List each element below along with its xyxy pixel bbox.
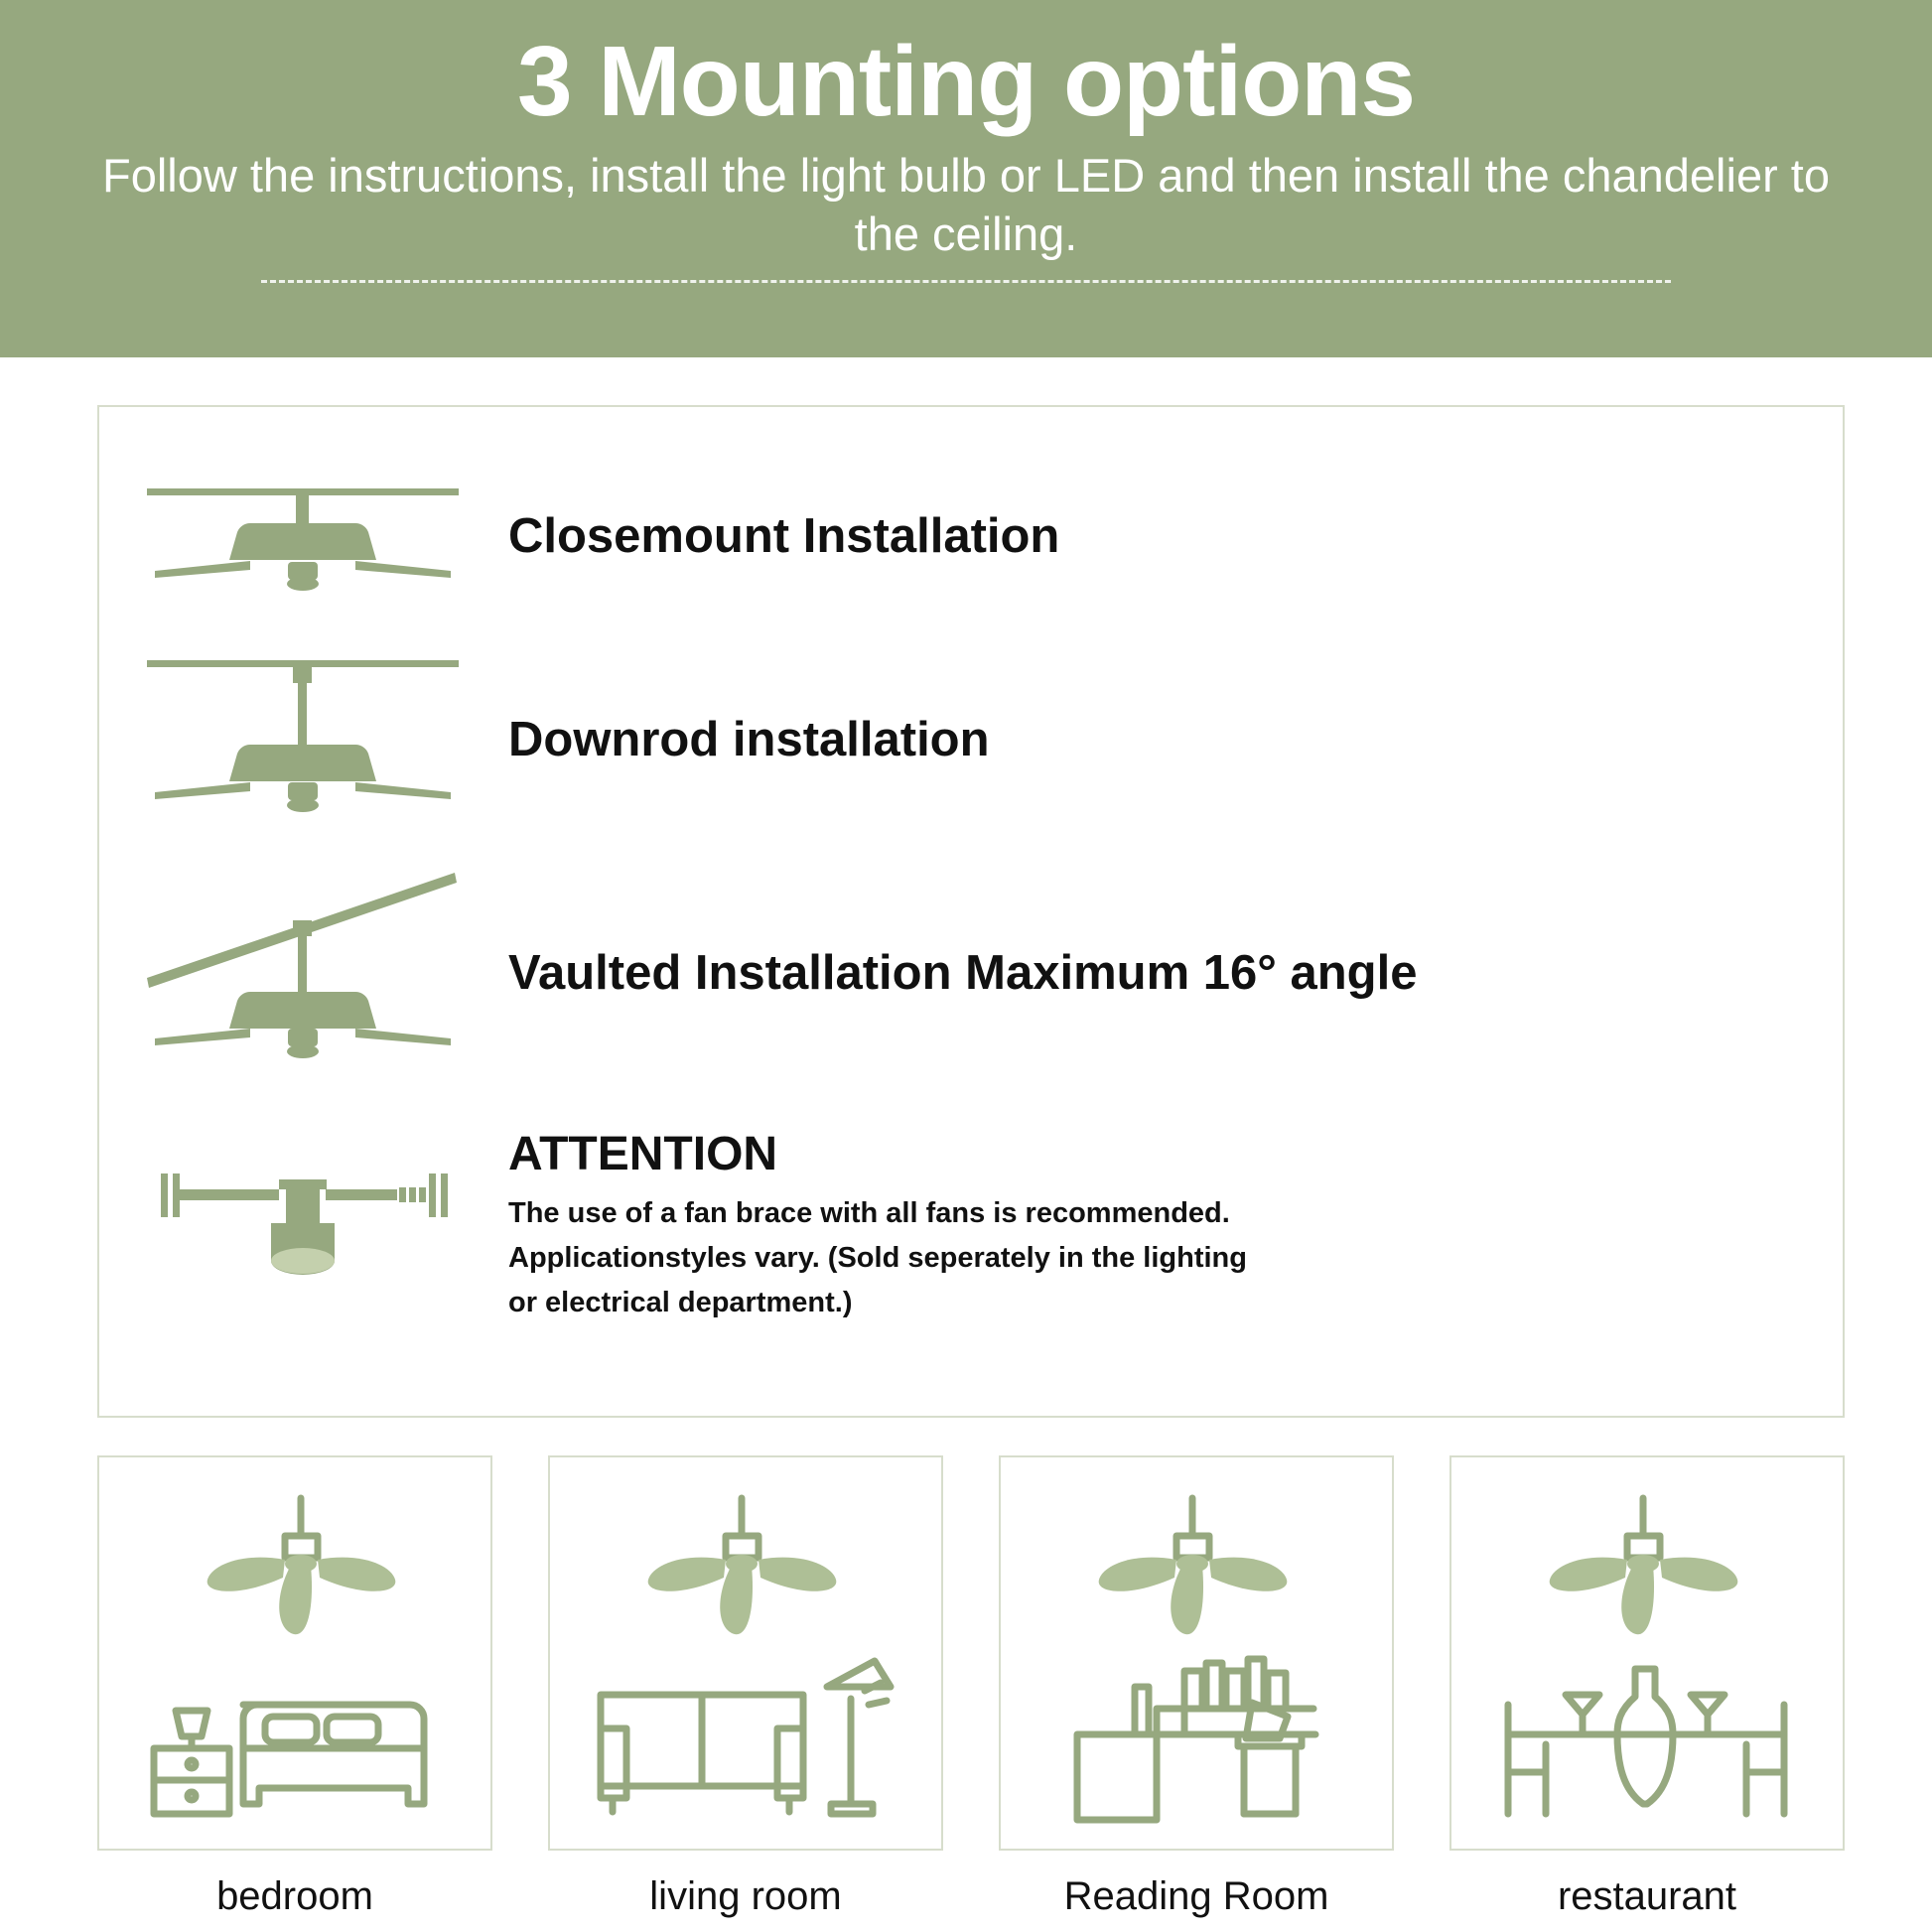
page-subtitle: Follow the instructions, install the light bulb or LED and then install the chandelier to the ceiling. — [102, 149, 1830, 260]
ceiling-fan-downrod-icon — [99, 650, 496, 829]
living-room-fan-icon — [548, 1455, 943, 1851]
reading-room-fan-icon — [999, 1455, 1394, 1851]
room-examples — [97, 1455, 1845, 1919]
option-row-downrod — [99, 635, 1843, 844]
fan-brace-icon — [99, 1152, 496, 1301]
ceiling-fan-vaulted-icon — [99, 869, 496, 1077]
attention-line-3: or electrical department.) — [508, 1286, 853, 1318]
attention-line-1: The use of a fan brace with all fans is recommended. — [508, 1197, 1230, 1230]
attention-line-2: Applicationstyles vary. (Sold seperately in the lighting — [508, 1242, 1247, 1275]
room-label-bedroom: bedroom — [216, 1874, 373, 1918]
dashed-divider — [261, 280, 1671, 283]
room-label-reading-room: Reading Room — [1063, 1874, 1329, 1918]
option-row-vaulted — [99, 854, 1843, 1092]
room-card-bedroom — [97, 1455, 492, 1919]
option-label-vaulted: Vaulted Installation Maximum 16° angle — [508, 945, 1418, 1000]
option-label-downrod: Downrod installation — [508, 712, 990, 766]
attention-title: ATTENTION — [508, 1128, 778, 1181]
room-card-restaurant — [1449, 1455, 1845, 1919]
room-label-living-room: living room — [649, 1874, 842, 1918]
restaurant-fan-icon — [1449, 1455, 1845, 1851]
attention-row — [99, 1102, 1843, 1350]
bedroom-fan-icon — [97, 1455, 492, 1851]
page-title: 3 Mounting options — [516, 26, 1416, 137]
room-card-reading-room — [999, 1455, 1394, 1919]
ceiling-fan-closemount-icon — [99, 467, 496, 606]
mounting-options-panel — [97, 405, 1845, 1418]
header-banner — [0, 0, 1932, 357]
option-row-closemount — [99, 447, 1843, 625]
option-label-closemount: Closemount Installation — [508, 508, 1060, 563]
room-card-living-room — [548, 1455, 943, 1919]
room-label-restaurant: restaurant — [1557, 1874, 1737, 1918]
